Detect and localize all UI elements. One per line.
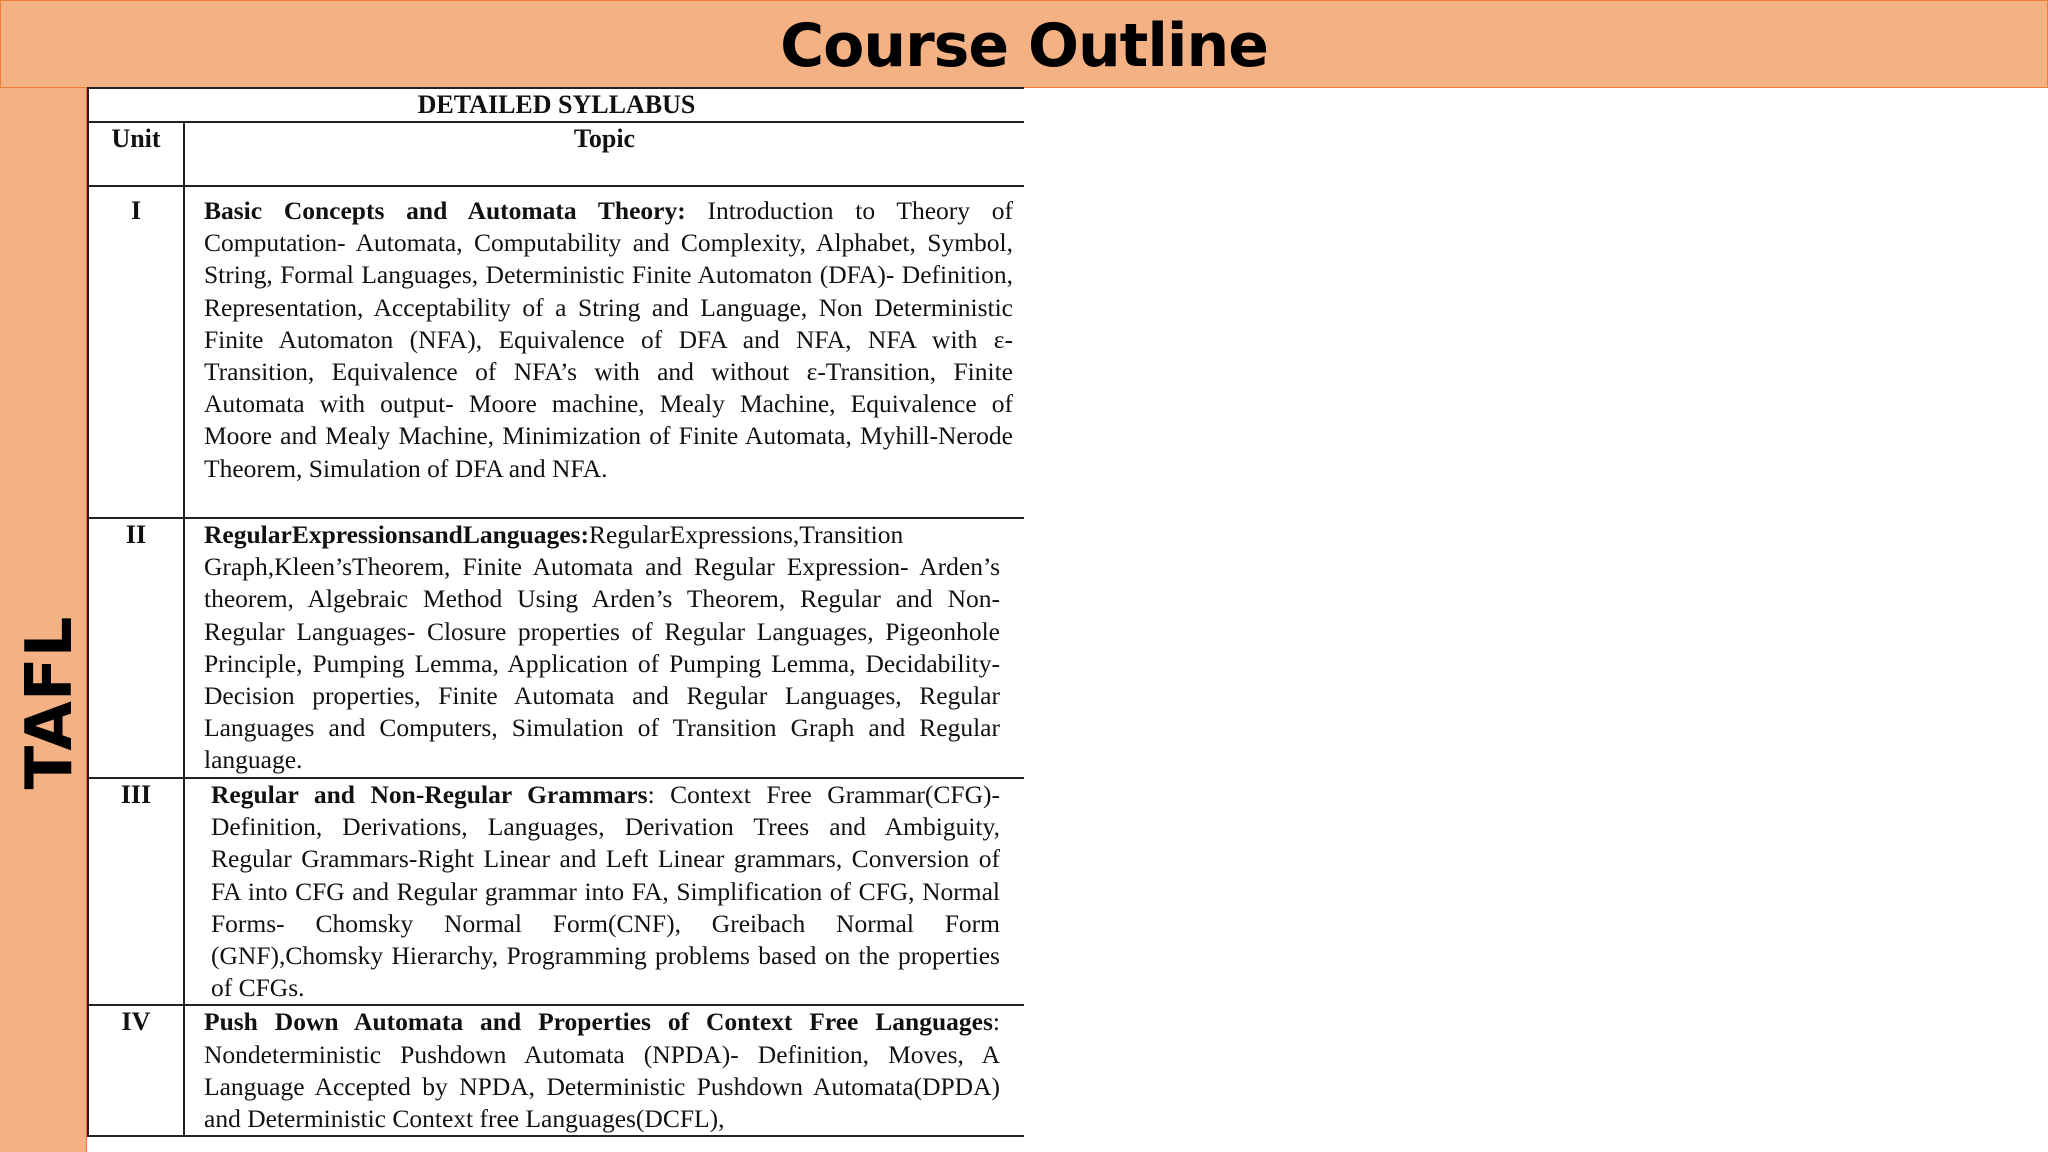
side-label: TAFL [13, 616, 87, 790]
unit-topic [184, 778, 1024, 1005]
slide-title-bar [0, 0, 2048, 88]
table-row [88, 518, 1024, 778]
unit-topic-title: Basic Concepts and Automata Theory: [204, 196, 686, 225]
syllabus-table [87, 87, 1024, 1137]
unit-topic-text: : Context Free Grammar(CFG)-Definition, Derivations, Languages, Derivation Trees and Ambiguity, Regular Grammars-Right Linear and Left Linear grammars, Conversion of FA into CFG and Regular grammar into FA, Simplification of CFG, Normal Forms- Chomsky Normal Form(CNF), Greibach Normal Form (GNF),Chomsky Hierarchy, Programming problems based on the properties of CFGs. [211, 780, 1000, 1003]
unit-topic-title: Regular and Non-Regular Grammars [211, 780, 648, 809]
unit-number: II [88, 518, 184, 778]
table-row [88, 186, 1024, 518]
column-header-topic: Topic [184, 122, 1024, 186]
syllabus-heading: DETAILED SYLLABUS [88, 88, 1024, 122]
unit-topic [184, 1005, 1024, 1136]
side-bar [0, 88, 87, 1152]
slide-title: Course Outline [780, 11, 1268, 81]
column-header-unit: Unit [88, 122, 184, 186]
unit-topic-text: Introduction to Theory of Computation- Automata, Computability and Complexity, Alphabet, Symbol, String, Formal Languages, Deterministic Finite Automaton (DFA)- Definition, Representation, Acceptability of a String and Language, Non Deterministic Finite Automaton (NFA), Equivalence of DFA and NFA, NFA with ε-Transition, Equivalence of NFA’s with and without ε-Transition, Finite Automata with output- Moore machine, Mealy Machine, Equivalence of Moore and Mealy Machine, Minimization of Finite Automata, Myhill-Nerode Theorem, Simulation of DFA and NFA. [204, 196, 1013, 483]
unit-topic-text: RegularExpressions,Transition Graph,Kleen’sTheorem, Finite Automata and Regular Expression- Arden’s theorem, Algebraic Method Using Arden’s Theorem, Regular and Non-Regular Languages- Closure properties of Regular Languages, Pigeonhole Principle, Pumping Lemma, Application of Pumping Lemma, Decidability- Decision properties, Finite Automata and Regular Languages, Regular Languages and Computers, Simulation of Transition Graph and Regular language. [204, 520, 1000, 775]
table-row [88, 1005, 1024, 1136]
unit-topic-title: Push Down Automata and Properties of Context Free Languages [204, 1007, 993, 1037]
unit-number: I [88, 186, 184, 518]
unit-number: III [88, 778, 184, 1005]
unit-number: IV [88, 1005, 184, 1136]
table-header-row [88, 122, 1024, 186]
unit-topic [184, 518, 1024, 778]
table-row [88, 778, 1024, 1005]
unit-topic [184, 186, 1024, 518]
unit-topic-title: RegularExpressionsandLanguages: [204, 520, 589, 549]
unit-topic-text: : Nondeterministic Pushdown Automata (NPDA)- Definition, Moves, A Language Accepted by NPDA, Deterministic Pushdown Automata(DPDA) and Deterministic Context free Languages(DCFL), [204, 1007, 1000, 1134]
